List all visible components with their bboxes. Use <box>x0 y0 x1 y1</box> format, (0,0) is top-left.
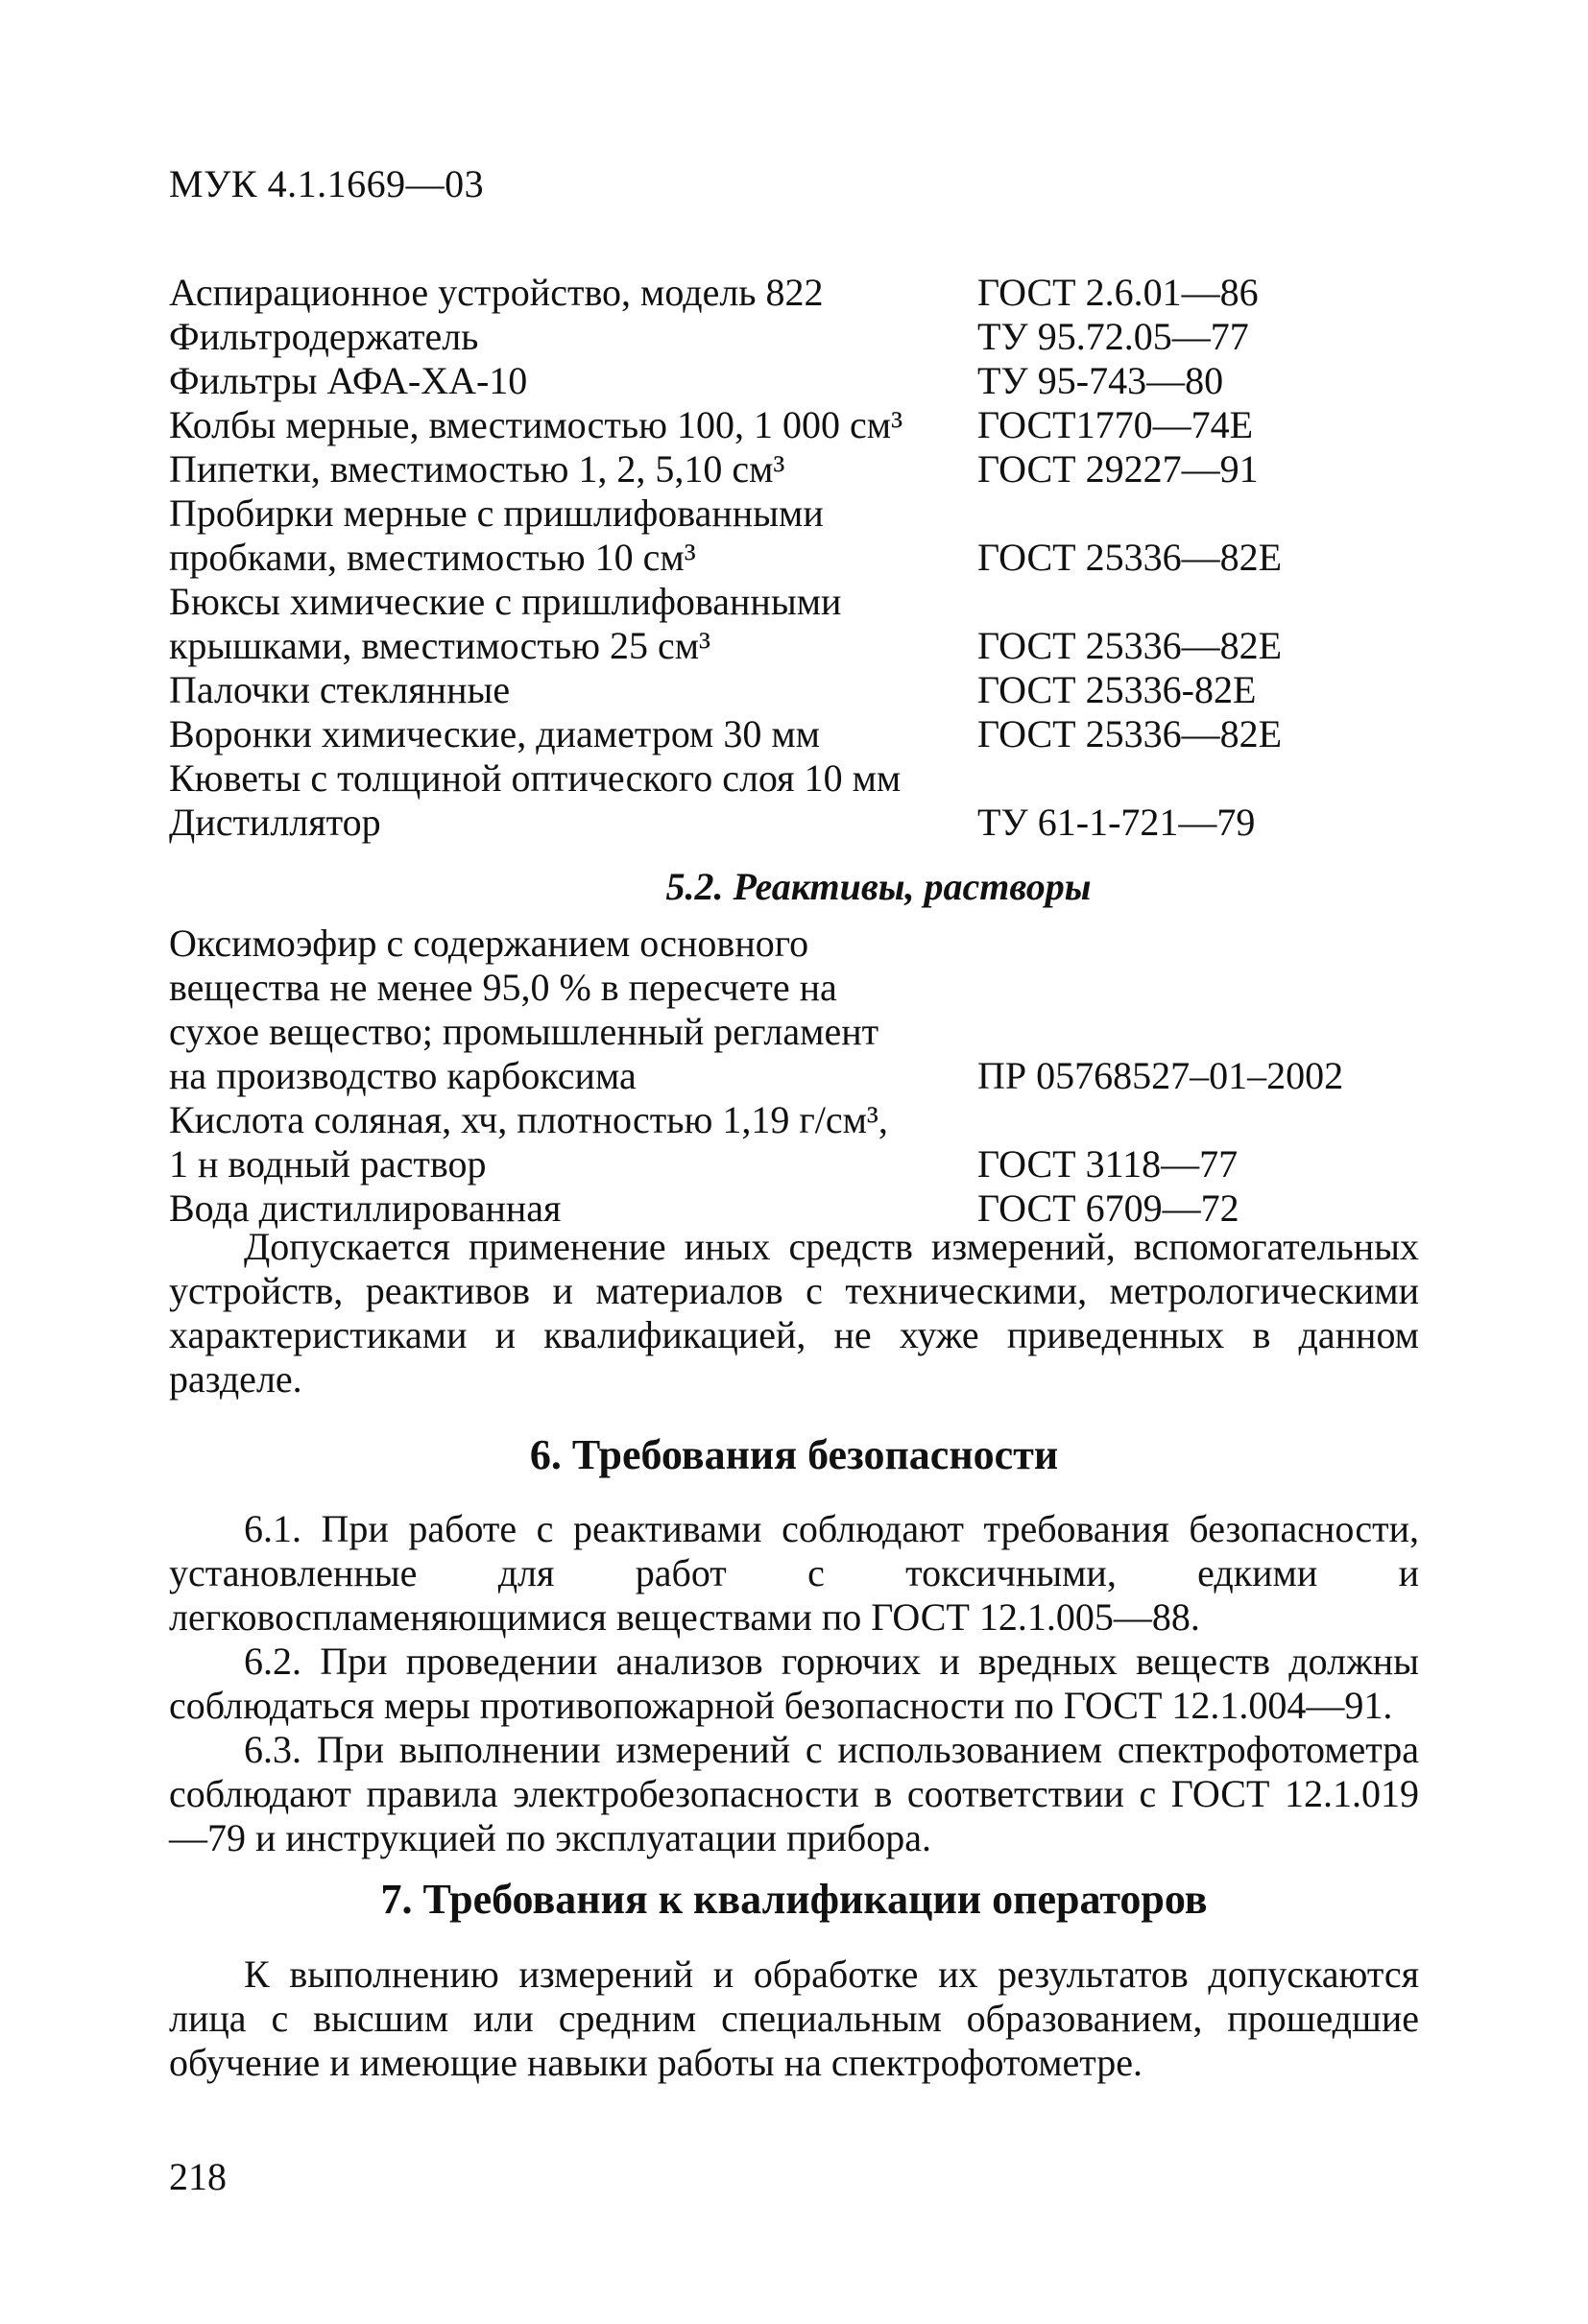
item-name: Кюветы с толщиной оптического слоя 10 мм <box>169 756 902 800</box>
list-item <box>169 1098 1417 1186</box>
item-name: Палочки стеклянные <box>169 668 511 711</box>
paragraph-6-2: 6.2. При проведении анализов горючих и вредных веществ должны соблюдаться меры противопожарной безопасности по ГОСТ 12.1.004—91. <box>169 1640 1419 1727</box>
section-6-heading: 6. Требования безопасности <box>529 1431 1059 1478</box>
item-name: Кислота соляная, хч, плотностью 1,19 г/см³, 1 н водный раствор <box>169 1098 888 1186</box>
item-standard: ГОСТ 3118—77 <box>977 1142 1239 1186</box>
item-standard: ГОСТ 25336—82Е <box>977 536 1283 579</box>
equipment-list <box>169 271 1417 845</box>
paragraph-6-1: 6.1. При работе с реактивами соблюдают требования безопасности, установленные для работ с токсичными, едкими и легковоспламеняющимися веществами по ГОСТ 12.1.005—88. <box>169 1507 1419 1639</box>
list-item <box>169 315 1417 359</box>
reagents-subheading: 5.2. Реактивы, растворы <box>665 865 1092 908</box>
item-name: Дистиллятор <box>169 801 381 844</box>
list-item <box>169 403 1417 447</box>
section-7-body <box>169 1953 1419 2085</box>
item-name: Фильтры АФА-ХА-10 <box>169 359 528 402</box>
list-item <box>169 359 1417 403</box>
item-standard: ГОСТ 25336—82Е <box>977 624 1283 667</box>
substitution-note: Допускается применение иных средств измерений, вспомогательных устройств, реактивов и материалов с техническими, метрологическими характеристиками и квалификацией, не хуже приведенных в данном разделе. <box>169 1225 1419 1401</box>
item-name: Аспирационное устройство, модель 822 <box>169 271 824 314</box>
item-standard: ТУ 61-1-721—79 <box>977 801 1256 844</box>
section-6-body <box>169 1507 1419 1860</box>
list-item <box>169 756 1417 801</box>
list-item <box>169 668 1417 712</box>
item-standard: ПР 05768527–01–2002 <box>977 1054 1344 1097</box>
item-standard: ГОСТ 25336-82Е <box>977 668 1257 711</box>
item-name: Пипетки, вместимостью 1, 2, 5,10 см³ <box>169 447 785 491</box>
section-7-heading: 7. Требования к квалификации операторов <box>380 1876 1208 1923</box>
item-standard: ГОСТ1770—74Е <box>977 403 1254 446</box>
item-name: Колбы мерные, вместимостью 100, 1 000 см³ <box>169 403 903 446</box>
item-standard: ГОСТ 6709—72 <box>977 1186 1239 1230</box>
item-standard: ГОСТ 2.6.01—86 <box>977 271 1259 314</box>
item-name: Воронки химические, диаметром 30 мм <box>169 712 820 755</box>
item-standard: ТУ 95.72.05—77 <box>977 315 1249 358</box>
paragraph-6-3: 6.3. При выполнении измерений с использованием спектрофотометра соблюдают правила электробезопасности в соответствии с ГОСТ 12.1.019—79 и инструкцией по эксплуатации прибора. <box>169 1728 1419 1859</box>
item-standard: ТУ 95-743—80 <box>977 359 1224 402</box>
item-name: Пробирки мерные с пришлифованными пробками, вместимостью 10 см³ <box>169 491 824 579</box>
list-item <box>169 922 1417 1098</box>
item-name: Фильтродержатель <box>169 315 479 358</box>
list-item <box>169 801 1417 845</box>
item-standard: ГОСТ 25336—82Е <box>977 712 1283 755</box>
item-name: Вода дистиллированная <box>169 1186 562 1230</box>
list-item <box>169 712 1417 756</box>
paragraph-7-1: К выполнению измерений и обработке их результатов допускаются лица с высшим или средним специальным образованием, прошедшие обучение и имеющие навыки работы на спектрофотометре. <box>169 1953 1419 2084</box>
list-item <box>169 491 1417 580</box>
item-name: Бюксы химические с пришлифованными крышками, вместимостью 25 см³ <box>169 580 842 667</box>
list-item <box>169 447 1417 491</box>
item-standard: ГОСТ 29227—91 <box>977 447 1259 491</box>
reagents-list <box>169 922 1417 1231</box>
page-number: 218 <box>169 2155 227 2198</box>
item-name: Оксимоэфир с содержанием основного вещества не менее 95,0 % в пересчете на сухое вещество; промышленный регламент на производство карбоксима <box>169 922 879 1097</box>
list-item <box>169 580 1417 668</box>
document-code: МУК 4.1.1669—03 <box>169 162 485 205</box>
list-item <box>169 271 1417 315</box>
